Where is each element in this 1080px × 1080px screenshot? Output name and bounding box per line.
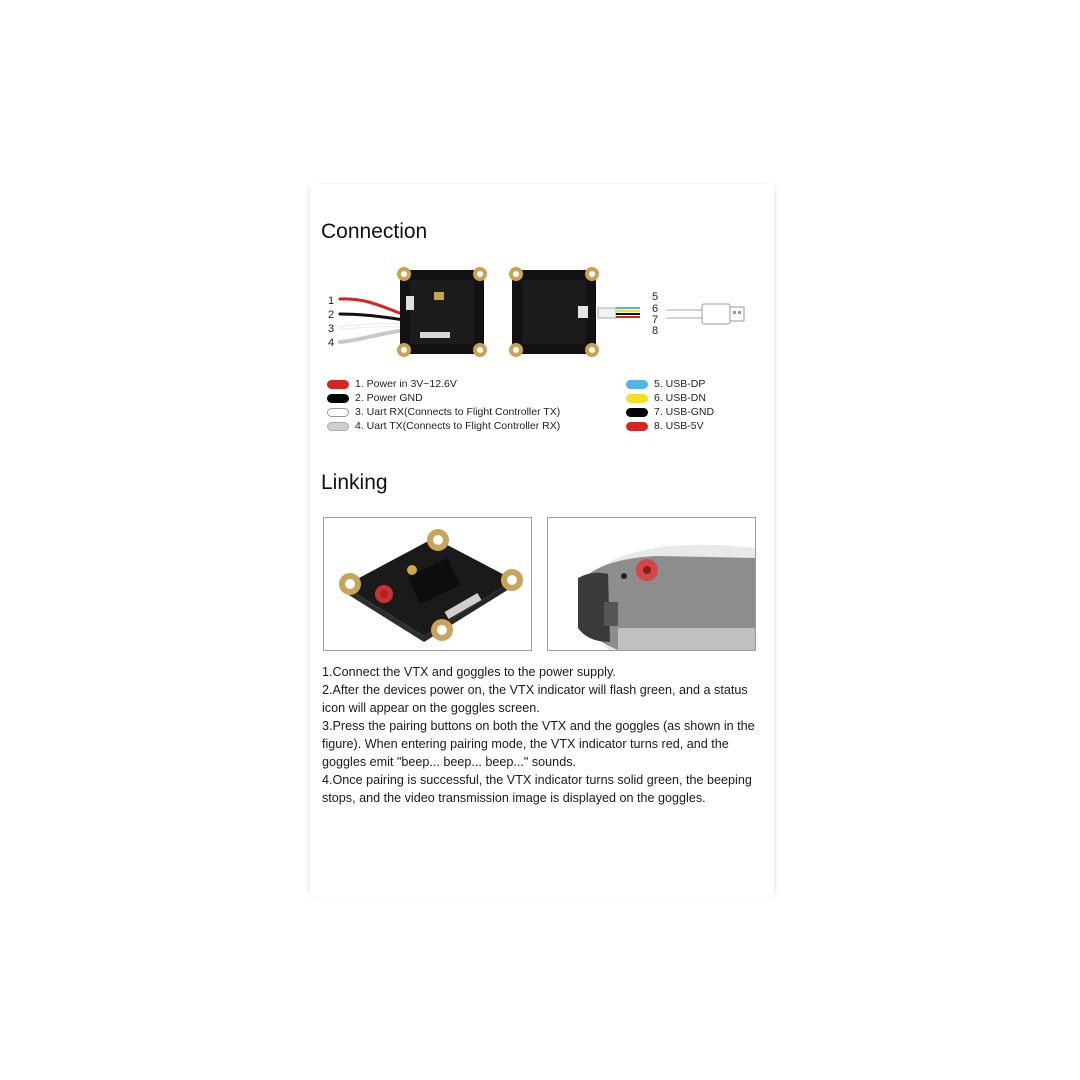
wire-color-swatch xyxy=(327,394,349,403)
legend-item xyxy=(327,377,560,391)
vtx-board-back xyxy=(509,267,599,357)
step-3: 3.Press the pairing buttons on both the VTX and the goggles (as shown in the figure). When entering pairing mode, the VTX indicator turns red, and the goggles emit "beep... beep... beep..." sounds. xyxy=(322,719,755,769)
legend-label: 2. Power GND xyxy=(355,392,423,404)
pinout-legend-left xyxy=(327,377,560,433)
wire-number-5: 5 xyxy=(652,291,659,303)
step-2: 2.After the devices power on, the VTX indicator will flash green, and a status icon will appear on the goggles screen. xyxy=(322,683,748,715)
legend-label: 6. USB-DN xyxy=(654,392,706,404)
legend-label: 7. USB-GND xyxy=(654,406,715,418)
usb-cable xyxy=(598,304,744,324)
legend-label: 5. USB-DP xyxy=(654,378,706,390)
legend-label: 1. Power in 3V~12.6V xyxy=(355,378,457,390)
step-1: 1.Connect the VTX and goggles to the power supply. xyxy=(322,665,616,679)
step-4: 4.Once pairing is successful, the VTX indicator turns solid green, the beeping stops, and the video transmission image is displayed on the goggles. xyxy=(322,773,752,805)
wire-number-1: 1 xyxy=(328,295,335,307)
vtx-pairing-photo xyxy=(323,517,532,651)
wire-color-swatch xyxy=(327,422,349,431)
legend-label: 3. Uart RX(Connects to Flight Controller TX) xyxy=(355,406,561,418)
wire-color-swatch xyxy=(327,380,349,389)
wiring-diagram xyxy=(322,262,752,370)
legend-item xyxy=(327,391,560,405)
wire-number-7: 7 xyxy=(652,314,659,326)
wire-color-swatch xyxy=(626,422,648,431)
wire-color-swatch xyxy=(327,408,349,417)
wire-number-4: 4 xyxy=(328,337,335,349)
connection-heading: Connection xyxy=(321,220,428,243)
wire-number-2: 2 xyxy=(328,309,335,321)
wire-number-3: 3 xyxy=(328,323,335,335)
wire-color-swatch xyxy=(626,394,648,403)
pairing-steps xyxy=(322,663,762,807)
linking-heading: Linking xyxy=(321,471,388,494)
wire-number-6: 6 xyxy=(652,303,659,315)
goggles-pairing-photo xyxy=(547,517,756,651)
legend-item xyxy=(626,405,714,419)
wire-color-swatch xyxy=(626,408,648,417)
wire-color-swatch xyxy=(626,380,648,389)
vtx-board-front xyxy=(397,267,487,357)
legend-item xyxy=(626,377,714,391)
vtx-wires xyxy=(340,299,408,342)
legend-item xyxy=(327,405,560,419)
legend-label: 4. Uart TX(Connects to Flight Controller RX) xyxy=(355,420,561,432)
legend-item xyxy=(626,391,714,405)
goggles-illustration xyxy=(548,518,755,650)
legend-label: 8. USB-5V xyxy=(654,420,704,432)
legend-item xyxy=(327,419,560,433)
vtx-board-illustration xyxy=(324,518,531,650)
pinout-legend-right xyxy=(626,377,714,433)
wire-number-8: 8 xyxy=(652,325,659,337)
legend-item xyxy=(626,419,714,433)
